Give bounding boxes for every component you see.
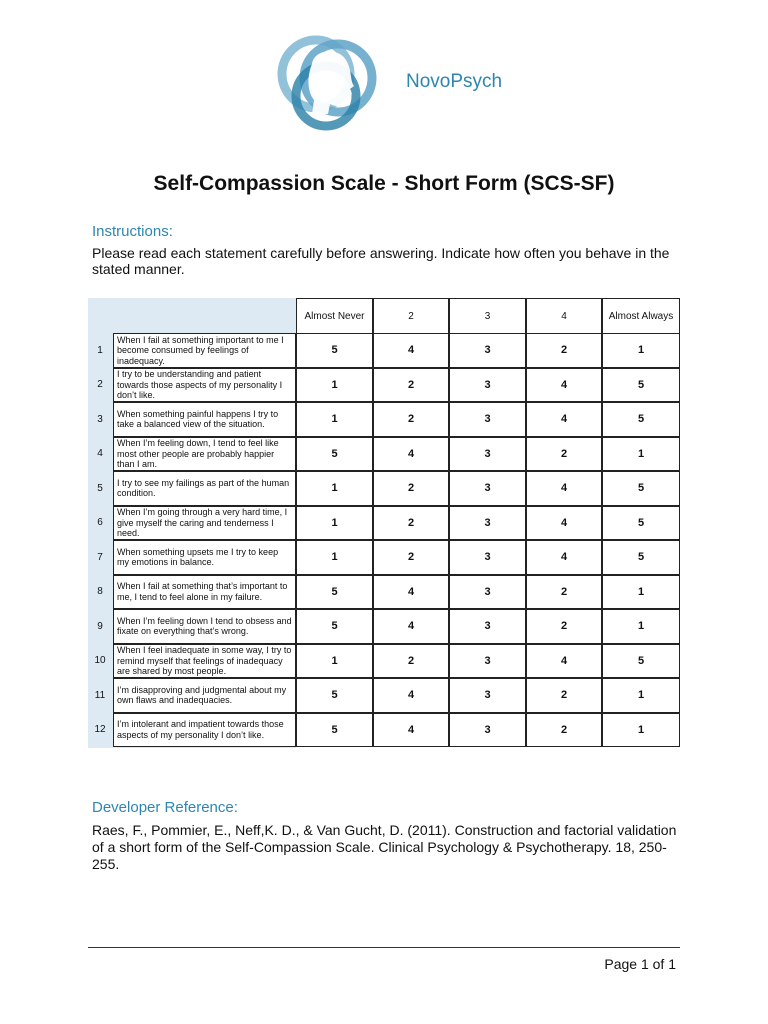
item-statement bbox=[113, 471, 296, 506]
table-row bbox=[88, 368, 680, 403]
score-cell[interactable]: 1 bbox=[602, 333, 680, 368]
score-cell[interactable]: 3 bbox=[449, 713, 526, 748]
score-cell[interactable]: 3 bbox=[449, 644, 526, 679]
item-statement-text: When I fail at something that’s important to me, I tend to feel alone in my failure. bbox=[117, 581, 288, 602]
item-statement bbox=[113, 437, 296, 472]
score-cell[interactable]: 3 bbox=[449, 678, 526, 713]
footer-divider bbox=[88, 947, 680, 948]
score-cell[interactable]: 1 bbox=[296, 644, 373, 679]
item-number: 8 bbox=[97, 586, 103, 598]
score-cell[interactable]: 4 bbox=[373, 678, 449, 713]
item-number: 2 bbox=[97, 379, 103, 391]
score-cell[interactable]: 1 bbox=[296, 540, 373, 575]
score-cell[interactable]: 3 bbox=[449, 471, 526, 506]
score-cell[interactable]: 3 bbox=[449, 437, 526, 472]
header-cell: Almost Always bbox=[602, 298, 680, 334]
item-statement-text: When I’m feeling down I tend to obsess and fixate on everything that’s wrong. bbox=[117, 615, 292, 637]
brand-name: NovoPsych bbox=[406, 71, 503, 92]
item-statement bbox=[113, 644, 296, 679]
item-statement-text: I’m disapproving and judgmental about my own flaws and inadequacies. bbox=[117, 684, 287, 706]
item-statement bbox=[113, 713, 296, 748]
item-number: 7 bbox=[97, 551, 103, 563]
item-statement-text: I’m intolerant and impatient towards those aspects of my personality I don’t like. bbox=[117, 719, 284, 740]
item-statement bbox=[113, 506, 296, 541]
score-cell[interactable]: 3 bbox=[449, 575, 526, 610]
item-number: 10 bbox=[94, 655, 106, 667]
score-cell[interactable]: 5 bbox=[296, 437, 373, 472]
item-number: 4 bbox=[97, 448, 103, 460]
developer-reference-text: Raes, F., Pommier, E., Neff,K. D., & Van Gucht, D. (2011). Construction and factorial validation of a short form of the Self-Compassion Scale. Clinical Psychology & Psychotherapy. 18, 250-255. bbox=[92, 822, 677, 872]
table-row bbox=[88, 575, 680, 610]
header-cell: 2 bbox=[373, 298, 449, 334]
novopsych-logo bbox=[272, 34, 382, 132]
item-statement bbox=[113, 609, 296, 644]
item-number: 5 bbox=[97, 482, 103, 494]
header-cell: Almost Never bbox=[296, 298, 373, 334]
table-row bbox=[88, 609, 680, 644]
item-number: 9 bbox=[97, 620, 103, 632]
score-cell[interactable]: 5 bbox=[296, 609, 373, 644]
page-title: Self-Compassion Scale - Short Form (SCS-SF) bbox=[153, 172, 615, 195]
item-statement-text: When something upsets me I try to keep my emotions in balance. bbox=[117, 546, 279, 568]
score-cell[interactable]: 5 bbox=[296, 678, 373, 713]
score-cell[interactable]: 3 bbox=[449, 540, 526, 575]
score-cell[interactable]: 5 bbox=[296, 333, 373, 368]
score-cell[interactable]: 5 bbox=[296, 575, 373, 610]
score-cell[interactable]: 5 bbox=[602, 506, 680, 541]
table-row bbox=[88, 540, 680, 575]
table-row bbox=[88, 333, 680, 368]
table-header-row bbox=[296, 298, 680, 334]
table-row bbox=[88, 713, 680, 748]
item-number: 11 bbox=[94, 689, 106, 701]
score-cell[interactable]: 1 bbox=[602, 437, 680, 472]
score-cell[interactable]: 1 bbox=[602, 678, 680, 713]
item-number: 12 bbox=[94, 724, 106, 736]
score-cell[interactable]: 2 bbox=[526, 713, 602, 748]
page-number: Page 1 of 1 bbox=[604, 956, 676, 972]
score-cell[interactable]: 2 bbox=[526, 333, 602, 368]
header-cell: 4 bbox=[526, 298, 602, 334]
instructions-heading: Instructions: bbox=[92, 223, 173, 240]
table-row bbox=[88, 402, 680, 437]
table-row bbox=[88, 437, 680, 472]
score-cell[interactable]: 4 bbox=[526, 540, 602, 575]
score-cell[interactable]: 4 bbox=[373, 609, 449, 644]
score-cell[interactable]: 3 bbox=[449, 402, 526, 437]
item-statement-text: When I’m feeling down, I tend to feel like most other people are probably happier than I am. bbox=[117, 438, 279, 469]
score-cell[interactable]: 1 bbox=[296, 402, 373, 437]
score-cell[interactable]: 3 bbox=[449, 506, 526, 541]
score-cell[interactable]: 4 bbox=[373, 713, 449, 748]
score-cell[interactable]: 4 bbox=[526, 644, 602, 679]
scale-table bbox=[88, 298, 680, 748]
item-statement bbox=[113, 333, 296, 368]
item-number: 3 bbox=[97, 413, 103, 425]
item-statement-text: When I feel inadequate in some way, I try to remind myself that feelings of inadequacy are shared by most people. bbox=[117, 645, 292, 676]
item-statement bbox=[113, 540, 296, 575]
score-cell[interactable]: 3 bbox=[449, 368, 526, 403]
score-cell[interactable]: 2 bbox=[373, 402, 449, 437]
item-statement-text: When something painful happens I try to take a balanced view of the situation. bbox=[117, 408, 279, 430]
table-row bbox=[88, 644, 680, 679]
score-cell[interactable]: 2 bbox=[526, 575, 602, 610]
score-cell[interactable]: 5 bbox=[602, 471, 680, 506]
score-cell[interactable]: 2 bbox=[373, 506, 449, 541]
item-statement bbox=[113, 402, 296, 437]
item-statement-text: I try to be understanding and patient towards those aspects of my personality I don’t like. bbox=[117, 369, 283, 400]
instructions-text: Please read each statement carefully before answering. Indicate how often you behave in the stated manner. bbox=[92, 245, 670, 277]
logo-head-icon bbox=[272, 34, 382, 132]
score-cell[interactable]: 2 bbox=[526, 609, 602, 644]
score-cell[interactable]: 5 bbox=[602, 540, 680, 575]
score-cell[interactable]: 1 bbox=[296, 368, 373, 403]
header-cell: 3 bbox=[449, 298, 526, 334]
score-cell[interactable]: 4 bbox=[526, 402, 602, 437]
table-row bbox=[88, 506, 680, 541]
score-cell[interactable]: 2 bbox=[526, 678, 602, 713]
score-cell[interactable]: 4 bbox=[373, 437, 449, 472]
score-cell[interactable]: 2 bbox=[373, 644, 449, 679]
score-cell[interactable]: 5 bbox=[602, 644, 680, 679]
score-cell[interactable]: 4 bbox=[526, 506, 602, 541]
score-cell[interactable]: 1 bbox=[602, 609, 680, 644]
score-cell[interactable]: 5 bbox=[602, 402, 680, 437]
item-number: 1 bbox=[97, 344, 103, 356]
item-statement bbox=[113, 678, 296, 713]
table-row bbox=[88, 678, 680, 713]
score-cell[interactable]: 4 bbox=[526, 471, 602, 506]
item-number: 6 bbox=[97, 517, 103, 529]
item-statement-text: I try to see my failings as part of the human condition. bbox=[117, 477, 290, 499]
score-cell[interactable]: 5 bbox=[296, 713, 373, 748]
score-cell[interactable]: 2 bbox=[373, 471, 449, 506]
score-cell[interactable]: 1 bbox=[602, 713, 680, 748]
score-cell[interactable]: 2 bbox=[373, 368, 449, 403]
item-statement-text: When I’m going through a very hard time, I give myself the caring and tenderness I need. bbox=[117, 507, 288, 538]
score-cell[interactable]: 1 bbox=[602, 575, 680, 610]
score-cell[interactable]: 1 bbox=[296, 471, 373, 506]
item-statement bbox=[113, 575, 296, 610]
score-cell[interactable]: 5 bbox=[602, 368, 680, 403]
developer-reference-heading: Developer Reference: bbox=[92, 799, 238, 816]
score-cell[interactable]: 4 bbox=[373, 333, 449, 368]
score-cell[interactable]: 2 bbox=[526, 437, 602, 472]
score-cell[interactable]: 2 bbox=[373, 540, 449, 575]
score-cell[interactable]: 3 bbox=[449, 333, 526, 368]
score-cell[interactable]: 3 bbox=[449, 609, 526, 644]
table-row bbox=[88, 471, 680, 506]
item-statement bbox=[113, 368, 296, 403]
item-statement-text: When I fail at something important to me I become consumed by feelings of inadequacy. bbox=[117, 334, 284, 366]
score-cell[interactable]: 4 bbox=[526, 368, 602, 403]
score-cell[interactable]: 4 bbox=[373, 575, 449, 610]
score-cell[interactable]: 1 bbox=[296, 506, 373, 541]
